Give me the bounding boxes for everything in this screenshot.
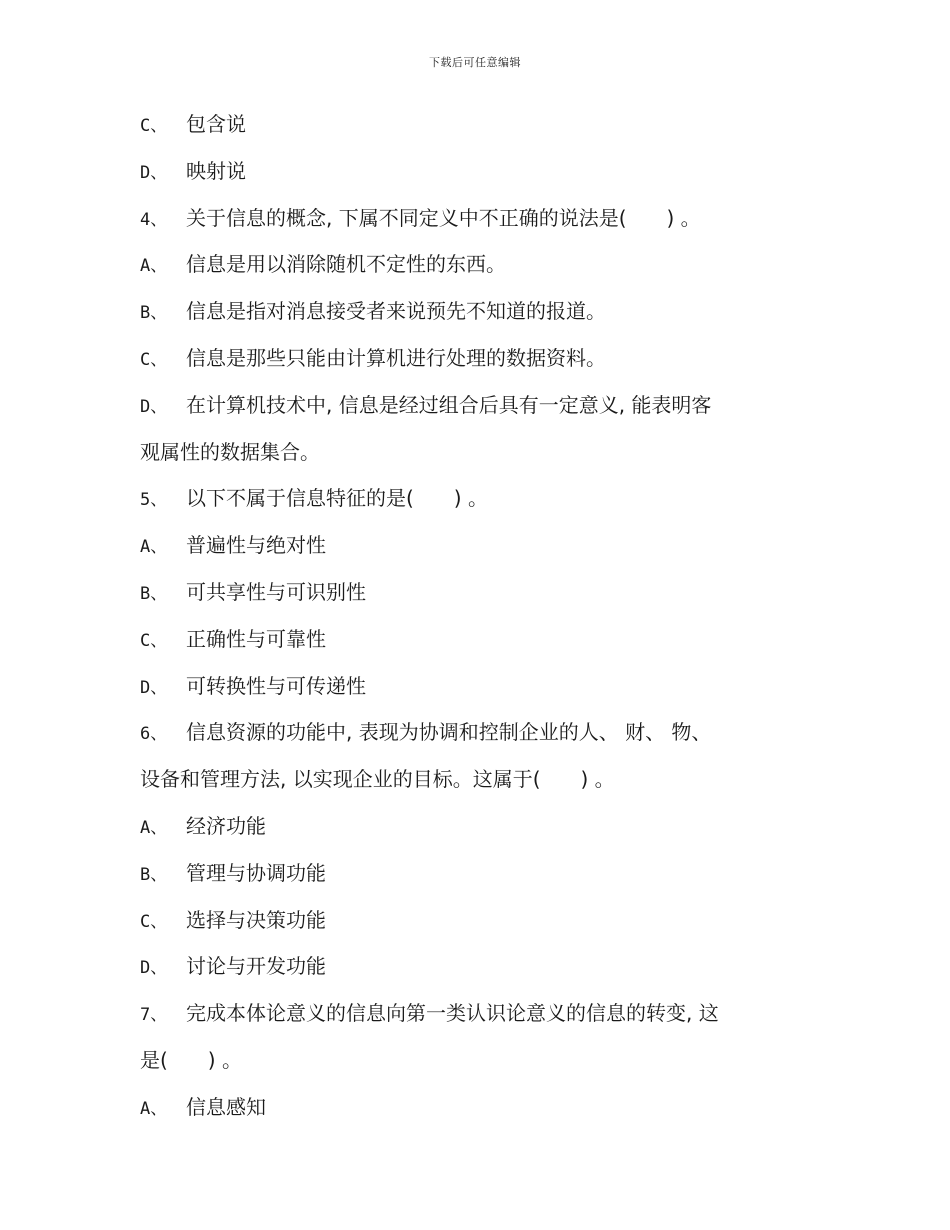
option-text: 可共享性与可识别性 — [186, 579, 366, 604]
question-text: 完成本体论意义的信息向第一类认识论意义的信息的转变, 这 — [186, 1001, 719, 1026]
option-line — [140, 623, 805, 670]
option-label: C、 — [140, 630, 168, 651]
continuation-line — [140, 1044, 805, 1091]
option-line — [140, 248, 805, 295]
option-label: C、 — [140, 911, 168, 932]
option-text: 在计算机技术中, 信息是经过组合后具有一定意义, 能表明客 — [186, 392, 712, 417]
question-number: 5、 — [140, 490, 168, 511]
option-text: 选择与决策功能 — [186, 907, 326, 932]
option-text: 管理与协调功能 — [186, 860, 326, 885]
option-label: A、 — [140, 256, 168, 277]
option-label: B、 — [140, 303, 168, 324]
option-text: 信息感知 — [186, 1094, 266, 1119]
question-line — [140, 716, 805, 763]
option-text: 经济功能 — [186, 813, 266, 838]
option-label: A、 — [140, 1098, 168, 1119]
option-label: A、 — [140, 817, 168, 838]
question-number: 6、 — [140, 724, 168, 745]
option-label: C、 — [140, 116, 168, 136]
option-line — [140, 950, 805, 997]
option-label: D、 — [140, 677, 168, 698]
option-text: 包含说 — [186, 112, 246, 136]
option-line — [140, 857, 805, 904]
option-line — [140, 810, 805, 857]
option-text: 普遍性与绝对性 — [186, 533, 326, 558]
option-text: 信息是那些只能由计算机进行处理的数据资料。 — [186, 345, 606, 370]
option-line — [140, 155, 805, 202]
option-text: 信息是指对消息接受者来说预先不知道的报道。 — [186, 299, 606, 324]
question-line — [140, 482, 805, 529]
option-label: B、 — [140, 864, 168, 885]
option-label: D、 — [140, 396, 168, 417]
option-line — [140, 108, 805, 155]
option-text: 映射说 — [186, 158, 246, 183]
option-line — [140, 670, 805, 717]
option-label: D、 — [140, 958, 168, 979]
option-label: D、 — [140, 162, 168, 183]
option-text: 信息是用以消除随机不定性的东西。 — [186, 252, 506, 277]
option-label: B、 — [140, 583, 168, 604]
question-line — [140, 202, 805, 249]
question-text: 关于信息的概念, 下属不同定义中不正确的说法是( ) 。 — [186, 205, 701, 230]
question-number: 7、 — [140, 1005, 168, 1026]
question-text: 信息资源的功能中, 表现为协调和控制企业的人、 财、 物、 — [186, 720, 712, 745]
question-text: 是( ) 。 — [140, 1047, 242, 1072]
option-line — [140, 342, 805, 389]
option-label: C、 — [140, 349, 168, 370]
option-line — [140, 389, 805, 436]
question-text: 设备和管理方法, 以实现企业的目标。这属于( ) 。 — [140, 767, 615, 792]
option-line — [140, 576, 805, 623]
document-body — [140, 108, 805, 1138]
option-line — [140, 295, 805, 342]
option-line — [140, 1091, 805, 1138]
question-number: 4、 — [140, 209, 168, 230]
continuation-line — [140, 763, 805, 810]
option-text: 可转换性与可传递性 — [186, 673, 366, 698]
option-line — [140, 529, 805, 576]
page-header: 下载后可任意编辑 — [429, 56, 521, 69]
option-label: A、 — [140, 537, 168, 558]
option-text: 正确性与可靠性 — [186, 626, 326, 651]
continuation-line — [140, 436, 805, 483]
option-text: 观属性的数据集合。 — [140, 439, 320, 464]
option-text: 讨论与开发功能 — [186, 954, 326, 979]
question-line — [140, 997, 805, 1044]
question-text: 以下不属于信息特征的是( ) 。 — [186, 486, 488, 511]
option-line — [140, 904, 805, 951]
